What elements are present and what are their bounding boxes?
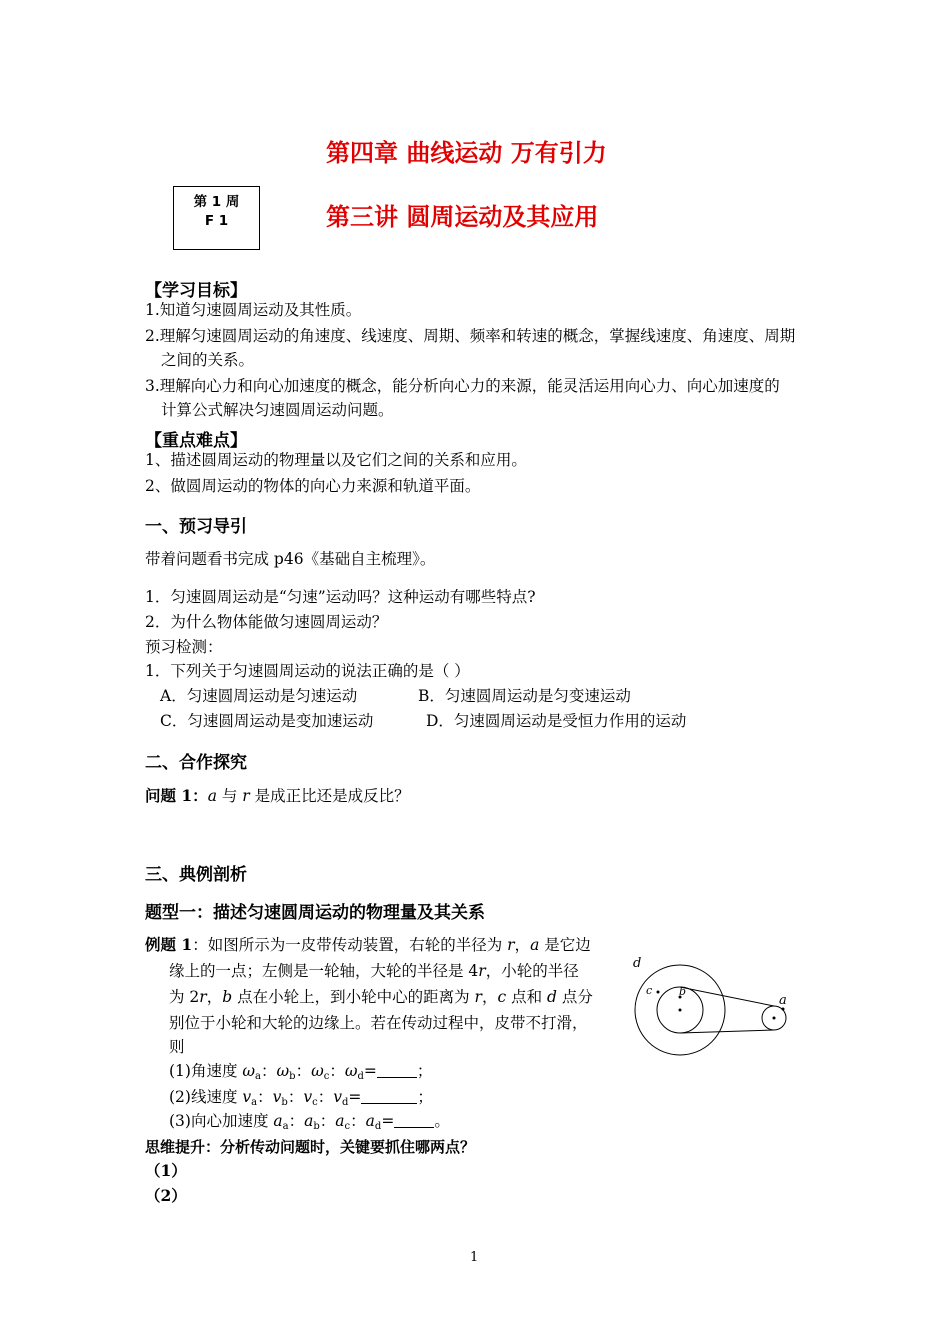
objective-2: 2.理解匀速圆周运动的角速度、线速度、周期、频率和转速的概念，掌握线速度、角速度、周期 xyxy=(145,327,796,345)
belt-drive-figure xyxy=(620,950,800,1060)
type1-title: 题型一：描述匀速圆周运动的物理量及其关系 xyxy=(145,903,485,923)
week-label: 第 1 周 xyxy=(193,194,240,210)
ratio-velocity xyxy=(169,1087,433,1113)
sym: a xyxy=(273,1112,283,1130)
example1-line2 xyxy=(169,961,579,981)
sym: v xyxy=(333,1088,342,1106)
sep: ： xyxy=(257,1088,273,1106)
label-c: c xyxy=(646,984,653,997)
example1-line5: 则 xyxy=(169,1038,185,1056)
objective-1: 1.知道匀速圆周运动及其性质。 xyxy=(145,301,362,319)
thinking-point-2: （2） xyxy=(145,1186,187,1205)
var: d xyxy=(547,988,557,1006)
preview-intro: 带着问题看书完成 p46《基础自主梳理》。 xyxy=(145,550,436,568)
label-d: d xyxy=(633,956,642,971)
option-d: D．匀速圆周运动是受恒力作用的运动 xyxy=(426,712,687,730)
sep: ： xyxy=(350,1112,366,1130)
sym: v xyxy=(272,1088,282,1106)
belt-top xyxy=(680,987,774,1006)
sym: v xyxy=(303,1088,313,1106)
preview-q2: 2．为什么物体能做匀速圆周运动？ xyxy=(145,613,388,631)
end: ； xyxy=(416,1062,433,1080)
text: (1)角速度 xyxy=(169,1062,243,1080)
sub: c xyxy=(323,1071,330,1082)
keypoint-1: 1、描述圆周运动的物理量以及它们之间的关系和应用。 xyxy=(145,451,527,469)
var: c xyxy=(497,988,507,1006)
explore-title: 二、合作探究 xyxy=(145,753,247,773)
text: (2)线速度 xyxy=(169,1088,243,1106)
example-label: 例题 1 xyxy=(145,935,193,954)
text: 点分 xyxy=(556,988,593,1006)
answer-blank[interactable] xyxy=(394,1113,434,1128)
eq: = xyxy=(363,1062,377,1080)
thinking-title: 思维提升：分析传动问题时，关键要抓住哪两点？ xyxy=(145,1138,476,1156)
objective-3: 3.理解向心力和向心加速度的概念，能分析向心力的来源，能灵活运用向心力、向心加速度的 xyxy=(145,377,780,395)
page-number: 1 xyxy=(470,1250,479,1265)
sym: ω xyxy=(311,1062,324,1080)
sym: v xyxy=(242,1088,252,1106)
sub: a xyxy=(255,1071,261,1082)
ratio-acceleration xyxy=(169,1111,450,1137)
week-box xyxy=(173,186,260,250)
examples-title: 三、典例剖析 xyxy=(145,865,247,885)
option-a: A．匀速圆周运动是匀速运动 xyxy=(160,687,358,705)
objective-2-cont: 之间的关系。 xyxy=(161,351,255,369)
sep: ： xyxy=(287,1088,304,1106)
sep: ： xyxy=(317,1088,334,1106)
text: ，小轮的半径 xyxy=(485,962,579,980)
answer-blank[interactable] xyxy=(361,1089,417,1104)
objective-3-cont: 计算公式解决匀速圆周运动问题。 xyxy=(161,401,394,419)
text: (3)向心加速度 xyxy=(169,1112,274,1130)
keypoints-title: 【重点难点】 xyxy=(145,431,247,451)
var: r xyxy=(507,936,515,954)
preview-check-question: 1．下列关于匀速圆周运动的说法正确的是（ ） xyxy=(145,662,470,680)
sym: a xyxy=(304,1112,314,1130)
end: 。 xyxy=(434,1112,450,1130)
example1-line3 xyxy=(169,987,593,1007)
text: 与 xyxy=(216,787,243,805)
sym: ω xyxy=(344,1062,358,1080)
ratio-omega xyxy=(169,1061,432,1087)
text: 是成正比还是成反比？ xyxy=(249,787,410,805)
sub: d xyxy=(374,1121,382,1132)
text: ， xyxy=(206,988,223,1006)
eq: = xyxy=(381,1112,395,1130)
sub: d xyxy=(341,1097,349,1108)
sub: a xyxy=(251,1097,258,1108)
sym: a xyxy=(335,1112,345,1130)
var: b xyxy=(222,988,233,1006)
sub: c xyxy=(312,1097,318,1108)
sym: a xyxy=(365,1112,375,1130)
text: ：如图所示为一皮带传动装置，右轮的半径为 xyxy=(192,936,508,954)
text: 点和 xyxy=(506,988,548,1006)
option-b: B．匀速圆周运动是匀变速运动 xyxy=(418,687,631,705)
center-dot xyxy=(679,1009,682,1012)
var: r xyxy=(474,988,482,1006)
sym: ω xyxy=(242,1062,256,1080)
text: 缘上的一点；左侧是一轮轴，大轮的半径是 4 xyxy=(169,962,479,980)
sub: b xyxy=(289,1071,296,1082)
preview-q1: 1．匀速圆周运动是“匀速”运动吗？这种运动有哪些特点? xyxy=(145,588,536,606)
text: 是它边 xyxy=(539,936,591,954)
sub: b xyxy=(281,1097,288,1108)
var-r: r xyxy=(242,787,250,805)
question-label: 问题 1： xyxy=(145,786,208,805)
text: ， xyxy=(481,988,498,1006)
text: 点在小轮上，到小轮中心的距离为 xyxy=(232,988,475,1006)
explore-question xyxy=(145,786,410,806)
sep: ： xyxy=(319,1112,336,1130)
eq: = xyxy=(348,1088,362,1106)
option-c: C．匀速圆周运动是变加速运动 xyxy=(160,712,374,730)
sym: ω xyxy=(276,1062,290,1080)
preview-title: 一、预习导引 xyxy=(145,517,247,537)
label-a: a xyxy=(779,993,787,1008)
sub: a xyxy=(282,1121,289,1132)
sep: ： xyxy=(329,1062,345,1080)
text: ， xyxy=(514,936,531,954)
keypoint-2: 2、做圆周运动的物体的向心力来源和轨道平面。 xyxy=(145,477,481,495)
week-code: F 1 xyxy=(204,213,229,229)
sep: ： xyxy=(288,1112,305,1130)
sub: c xyxy=(344,1121,351,1132)
var-a: a xyxy=(207,787,217,805)
answer-blank[interactable] xyxy=(377,1063,417,1078)
example1-line4: 别位于小轮和大轮的边缘上。若在传动过程中，皮带不打滑， xyxy=(169,1014,588,1032)
sub: d xyxy=(357,1071,364,1082)
example1-line1 xyxy=(145,935,591,955)
preview-check-label: 预习检测： xyxy=(145,638,223,656)
var: r xyxy=(478,962,486,980)
lecture-title: 第三讲 圆周运动及其应用 xyxy=(326,203,599,231)
sub: b xyxy=(313,1121,320,1132)
end: ； xyxy=(417,1088,433,1106)
chapter-title: 第四章 曲线运动 万有引力 xyxy=(326,139,607,167)
var: r xyxy=(199,988,207,1006)
belt-bottom xyxy=(680,1030,774,1033)
objectives-title: 【学习目标】 xyxy=(145,281,247,301)
point-c xyxy=(657,991,660,994)
label-b: b xyxy=(679,985,687,998)
thinking-point-1: （1） xyxy=(145,1161,187,1180)
sep: ： xyxy=(261,1062,277,1080)
var: a xyxy=(530,936,540,954)
text: 为 2 xyxy=(169,988,200,1006)
sep: ： xyxy=(295,1062,312,1080)
right-center-dot xyxy=(773,1017,776,1020)
